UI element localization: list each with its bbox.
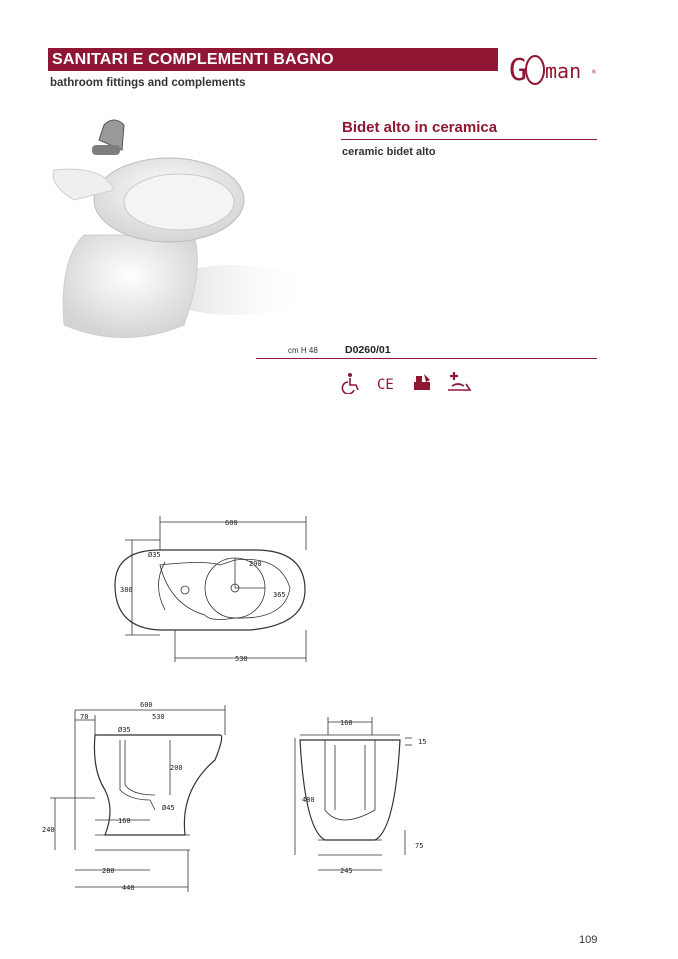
product-code: D0260/01 (345, 344, 391, 356)
logo-g: G (509, 53, 528, 88)
dim-side-hole: Ø35 (118, 726, 131, 734)
dim-front-top: 160 (340, 719, 353, 727)
section-subtitle: bathroom fittings and complements (50, 77, 246, 89)
dim-side-inner: 200 (170, 764, 183, 772)
size-label: cm H 48 (288, 346, 318, 355)
side-view (50, 705, 225, 892)
dim-side-height: 240 (42, 826, 55, 834)
product-subtitle: ceramic bidet alto (342, 146, 436, 158)
front-view (295, 717, 412, 870)
top-view (115, 516, 306, 662)
dim-bowl-length: 365 (273, 591, 286, 599)
logo-man: man (545, 59, 582, 83)
technical-drawing (40, 510, 460, 900)
dim-front-base: 245 (340, 867, 353, 875)
product-title: Bidet alto in ceramica (342, 119, 498, 136)
logo-o-mark (526, 56, 544, 84)
dim-front-foot: 75 (415, 842, 424, 850)
brand-logo (505, 44, 605, 92)
dim-side-offset: 70 (80, 713, 89, 721)
dim-top-width: 600 (225, 519, 238, 527)
dim-side-width: 600 (140, 701, 153, 709)
header-rule (48, 70, 498, 71)
title-rule (341, 139, 597, 140)
dim-top-depth: 380 (120, 586, 133, 594)
dim-side-base-total: 440 (122, 884, 135, 892)
dim-front-rim: 15 (418, 738, 427, 746)
dim-side-drain-pos: 160 (118, 817, 131, 825)
code-rule (256, 358, 597, 359)
wheelchair-accessible-icon (342, 373, 358, 394)
installation-icon (414, 374, 430, 390)
dim-top-hole: Ø35 (148, 551, 161, 559)
dim-side-drain: Ø45 (162, 804, 175, 812)
logo-registered: ® (592, 69, 596, 76)
dim-side-depth: 530 (152, 713, 165, 721)
dim-bowl-width: 290 (249, 560, 262, 568)
product-photo (44, 110, 300, 372)
page-number: 109 (579, 934, 598, 946)
ce-mark-icon: CE (377, 377, 394, 393)
certification-icons (340, 370, 480, 394)
dim-side-base: 280 (102, 867, 115, 875)
assembly-icon (448, 372, 470, 390)
dim-front-height: 480 (302, 796, 315, 804)
section-title: SANITARI E COMPLEMENTI BAGNO (52, 51, 334, 68)
dim-top-base: 530 (235, 655, 248, 663)
